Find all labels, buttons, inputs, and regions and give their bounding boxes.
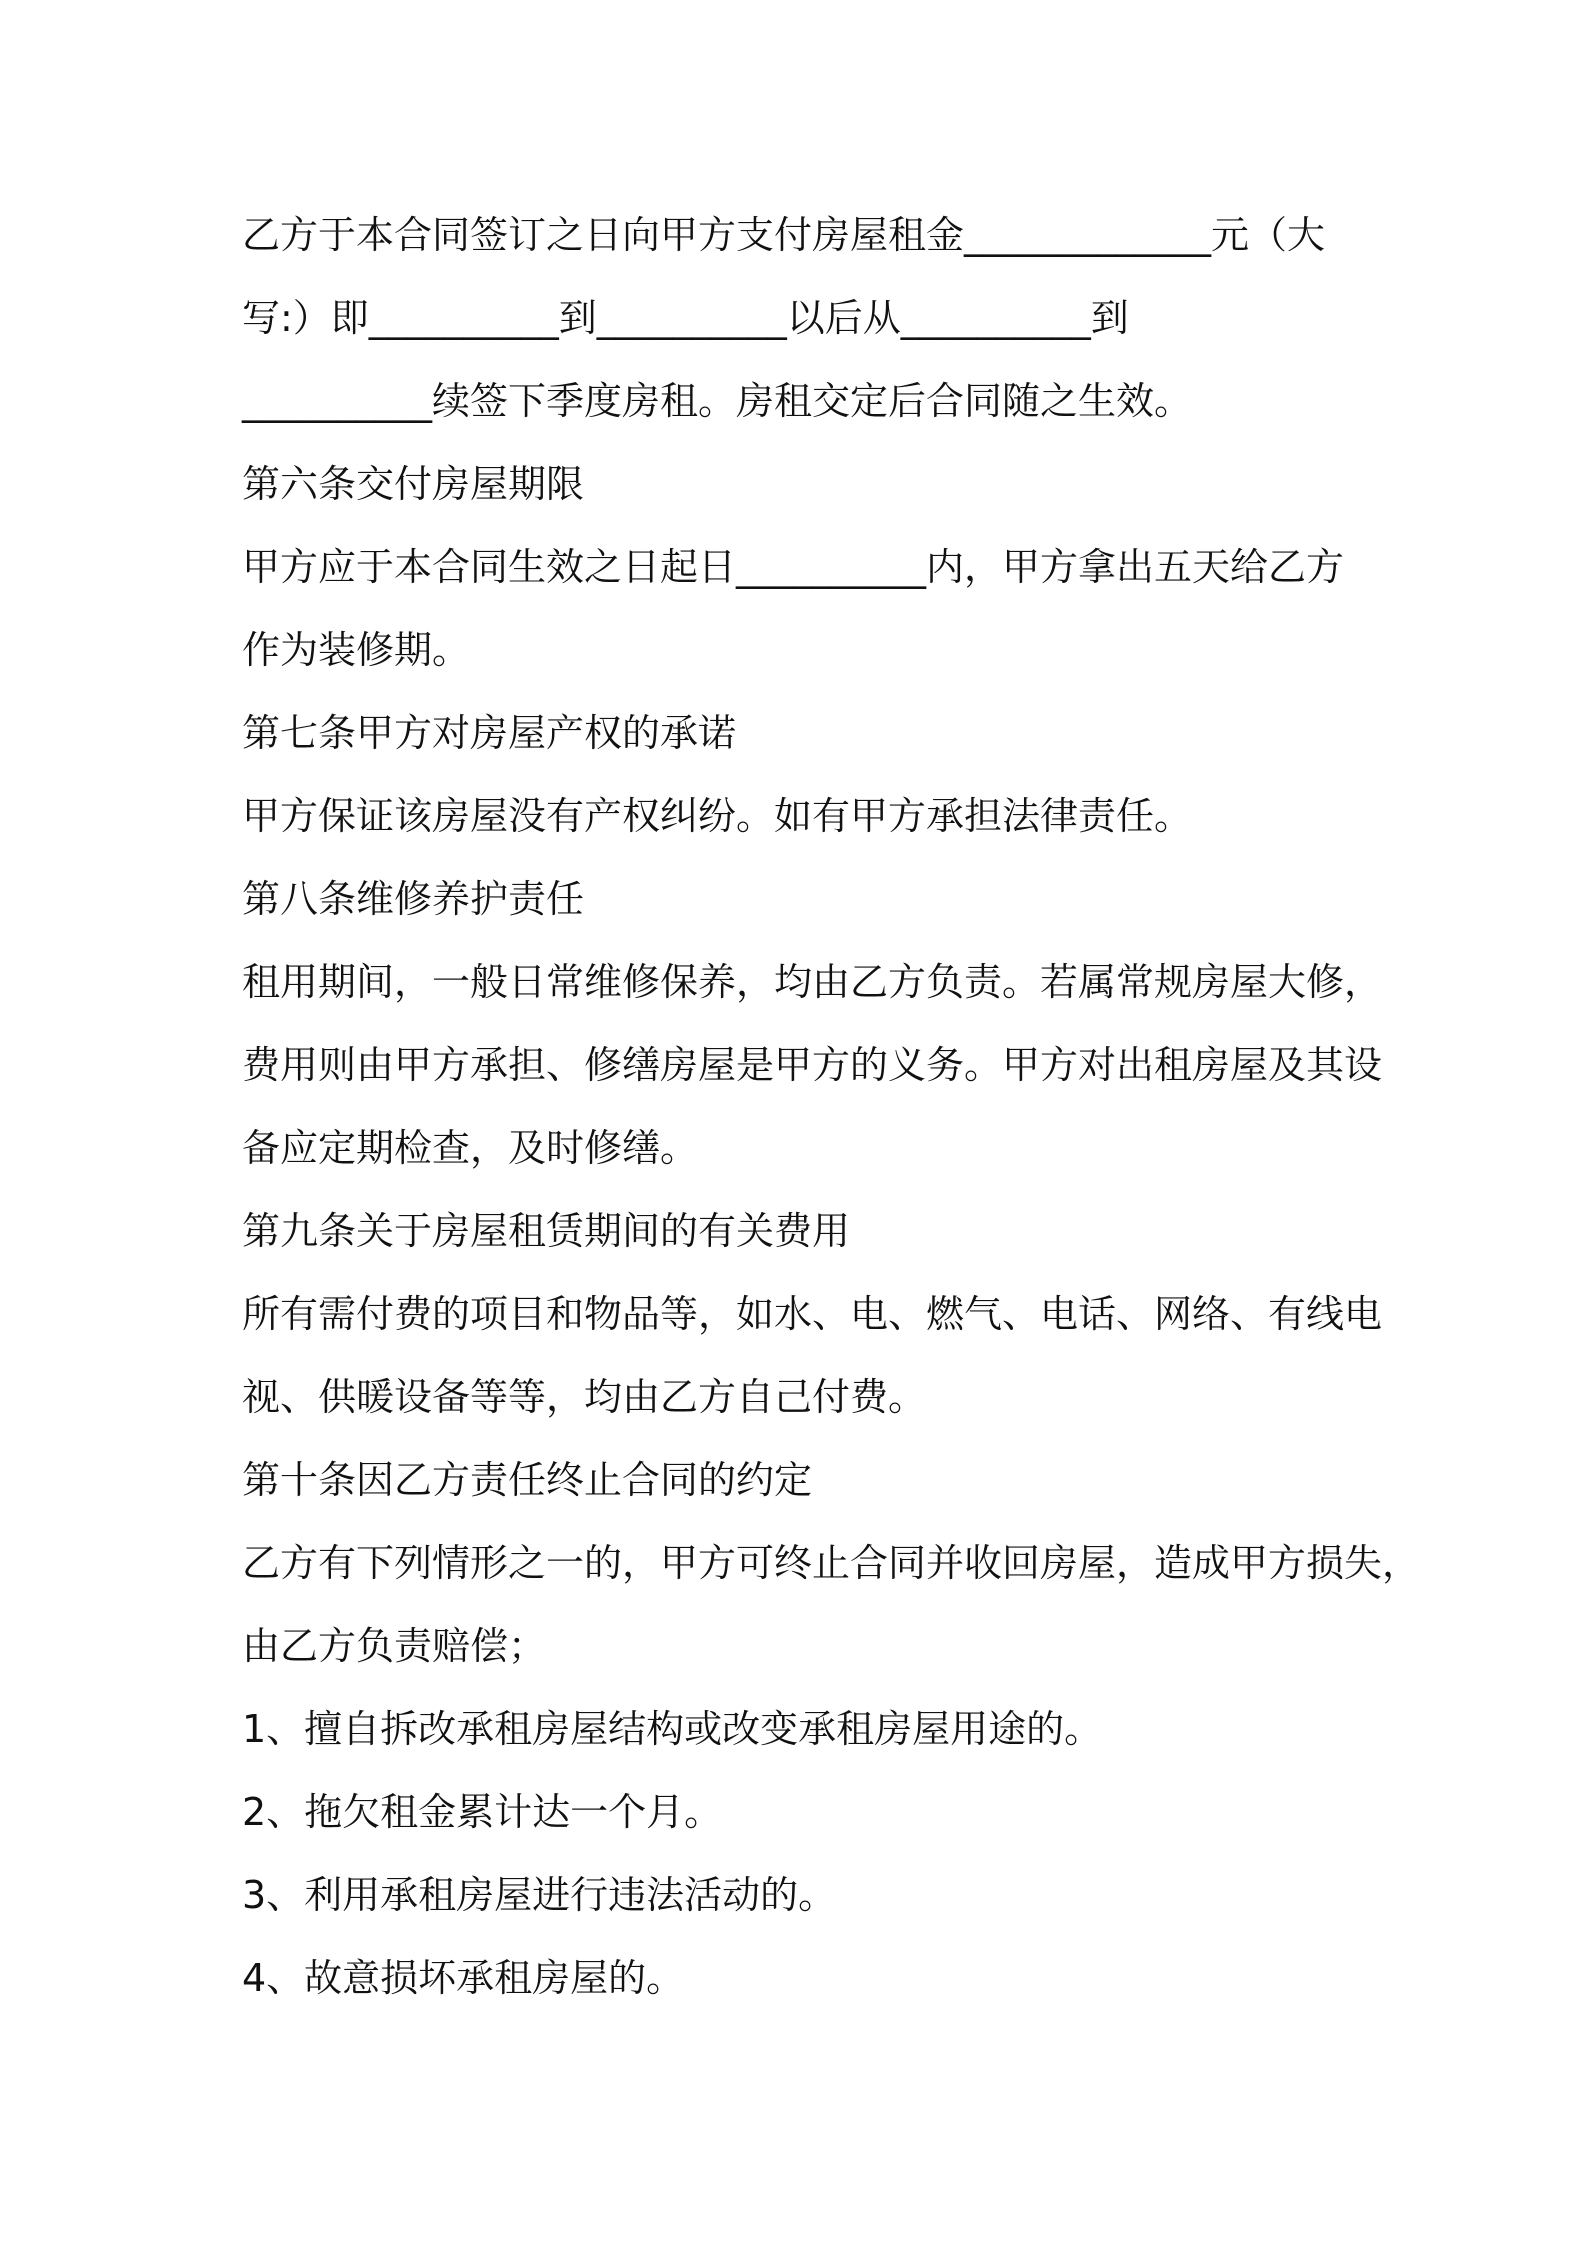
- paragraph-line: 费用则由甲方承担、修缮房屋是甲方的义务。甲方对出租房屋及其设: [242, 1043, 1383, 1087]
- article-heading: 第十条因乙方责任终止合同的约定: [242, 1458, 813, 1502]
- article-heading: 第七条甲方对房屋产权的承诺: [242, 711, 737, 755]
- paragraph-line: 视、供暖设备等等，均由乙方自己付费。: [242, 1375, 927, 1419]
- article-heading: 第八条维修养护责任: [242, 877, 585, 921]
- paragraph-line: 作为装修期。: [242, 628, 471, 672]
- paragraph-line: 租用期间，一般日常维修保养，均由乙方负责。若属常规房屋大修，: [242, 960, 1383, 1004]
- article-heading: 第六条交付房屋期限: [242, 462, 585, 506]
- paragraph-line: 所有需付费的项目和物品等，如水、电、燃气、电话、网络、有线电: [242, 1292, 1383, 1336]
- list-item: 4、故意损坏承租房屋的。: [242, 1956, 685, 2000]
- document-body: [242, 194, 1421, 2020]
- paragraph-line: __________续签下季度房租。房租交定后合同随之生效。: [242, 379, 1193, 423]
- paragraph-line: 甲方保证该房屋没有产权纠纷。如有甲方承担法律责任。: [242, 794, 1193, 838]
- list-item: 3、利用承租房屋进行违法活动的。: [242, 1873, 837, 1917]
- list-item: 2、拖欠租金累计达一个月。: [242, 1790, 723, 1834]
- paragraph-line: 备应定期检查，及时修缮。: [242, 1126, 699, 1170]
- paragraph-line: 乙方于本合同签订之日向甲方支付房屋租金_____________元（大: [242, 213, 1326, 257]
- paragraph-line: 乙方有下列情形之一的，甲方可终止合同并收回房屋，造成甲方损失，: [242, 1541, 1421, 1585]
- article-heading: 第九条关于房屋租赁期间的有关费用: [242, 1209, 851, 1253]
- paragraph-line: 写:）即__________到__________以后从__________到: [242, 296, 1129, 340]
- list-item: 1、擅自拆改承租房屋结构或改变承租房屋用途的。: [242, 1707, 1103, 1751]
- paragraph-line: 甲方应于本合同生效之日起日__________内，甲方拿出五天给乙方: [242, 545, 1345, 589]
- paragraph-line: 由乙方负责赔偿；: [242, 1624, 547, 1668]
